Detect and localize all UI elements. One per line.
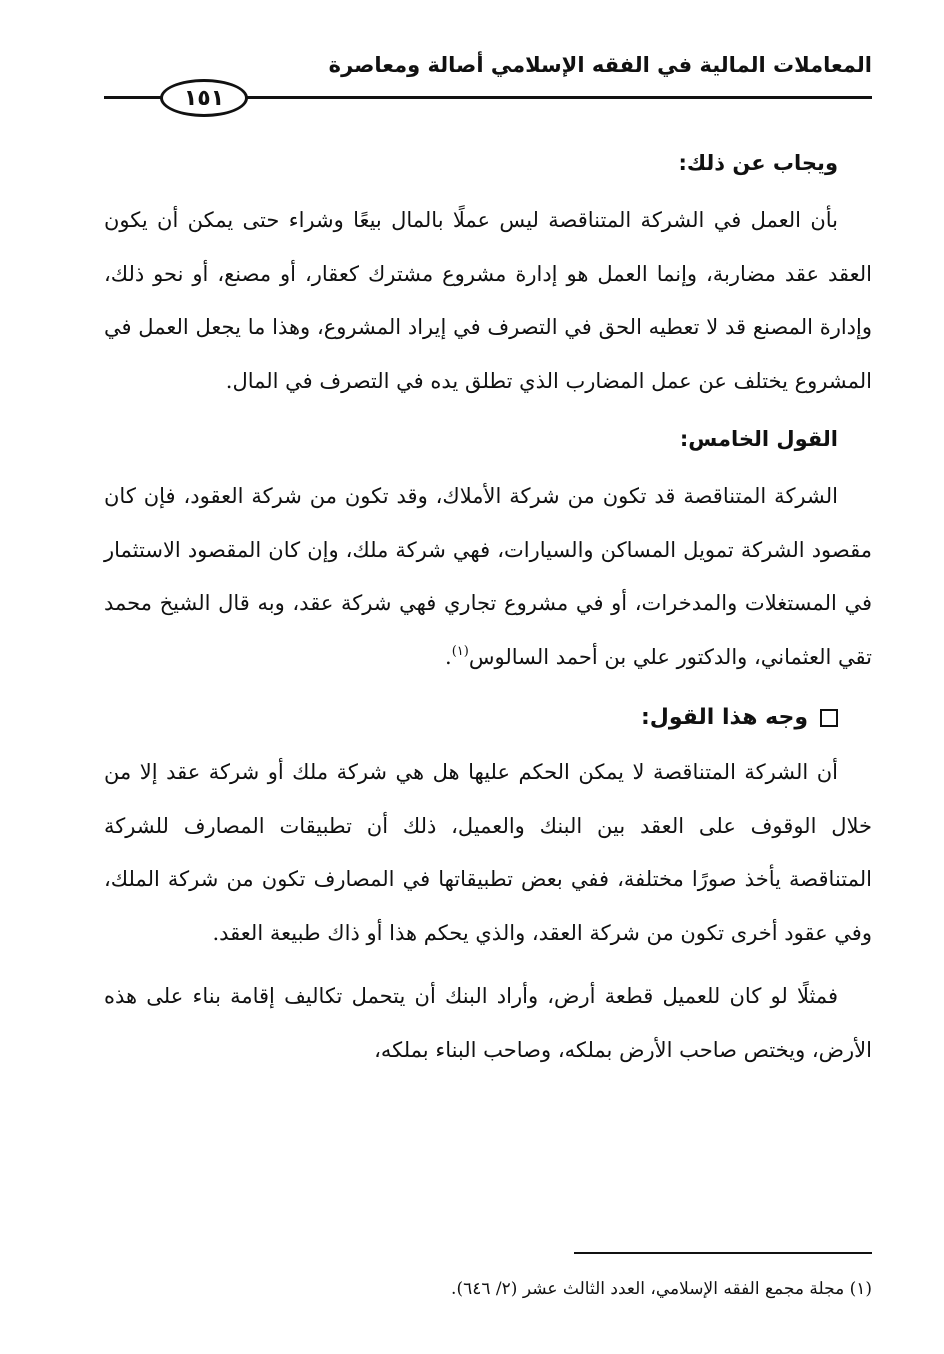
square-bullet-icon (820, 709, 838, 727)
fifth-view-heading: القول الخامس: (679, 427, 838, 451)
fifth-view-paragraph (104, 470, 872, 684)
reply-heading: ويجاب عن ذلك: (678, 151, 838, 175)
example-paragraph: فمثلًا لو كان للعميل قطعة أرض، وأراد البنك أن يتحمل تكاليف إقامة بناء على هذه الأرض، ويختص صاحب الأرض بملكه، وصاحب البناء بملكه، (104, 984, 872, 1062)
main-text (104, 138, 872, 1077)
footnote: (١) مجلة مجمع الفقه الإسلامي، العدد الثالث عشر (٢/ ٦٤٦). (451, 1279, 872, 1299)
fifth-view-end: . (445, 644, 452, 669)
footnote-separator (574, 1252, 872, 1254)
rationale-heading-label: وجه هذا القول: (640, 705, 808, 730)
reply-paragraph: بأن العمل في الشركة المتناقصة ليس عملًا بالمال بيعًا وشراء حتى يمكن أن يكون العقد عقد مضاربة، وإنما العمل هو إدارة مشروع مشترك كعقار، أو مصنع، أو نحو ذلك، وإدارة المصنع قد لا تعطيه الحق في التصرف في إيراد المشروع، وهذا ما يجعل العمل في المشروع يختلف عن عمل المضارب الذي تطلق يده في التصرف في المال. (104, 208, 872, 393)
rationale-heading (104, 690, 872, 746)
footnote-reference: (١) (451, 643, 469, 659)
running-header-title: المعاملات المالية في الفقه الإسلامي أصالة ومعاصرة (328, 53, 872, 77)
fifth-view-text: الشركة المتناقصة قد تكون من شركة الأملاك، وقد تكون من شركة العقود، فإن كان مقصود الشركة تمويل المساكن والسيارات، فهي شركة ملك، وإن كان المقصود الاستثمار في المستغلات والمدخرات، أو في مشروع تجاري فهي شركة عقد، وبه قال الشيخ محمد تقي العثماني، والدكتور علي بن أحمد السالوس (104, 484, 872, 669)
page-number: ١٥١ (160, 79, 248, 117)
rationale-paragraph: أن الشركة المتناقصة لا يمكن الحكم عليها هل هي شركة ملك أو شركة عقد إلا من خلال الوقوف على العقد بين البنك والعميل، ذلك أن تطبيقات المصارف للشركة المتناقصة يأخذ صورًا مختلفة، ففي بعض تطبيقاتها في المصارف تكون من شركة الملك، وفي عقود أخرى تكون من شركة العقد، والذي يحكم هذا أو ذاك طبيعة العقد. (104, 760, 872, 945)
